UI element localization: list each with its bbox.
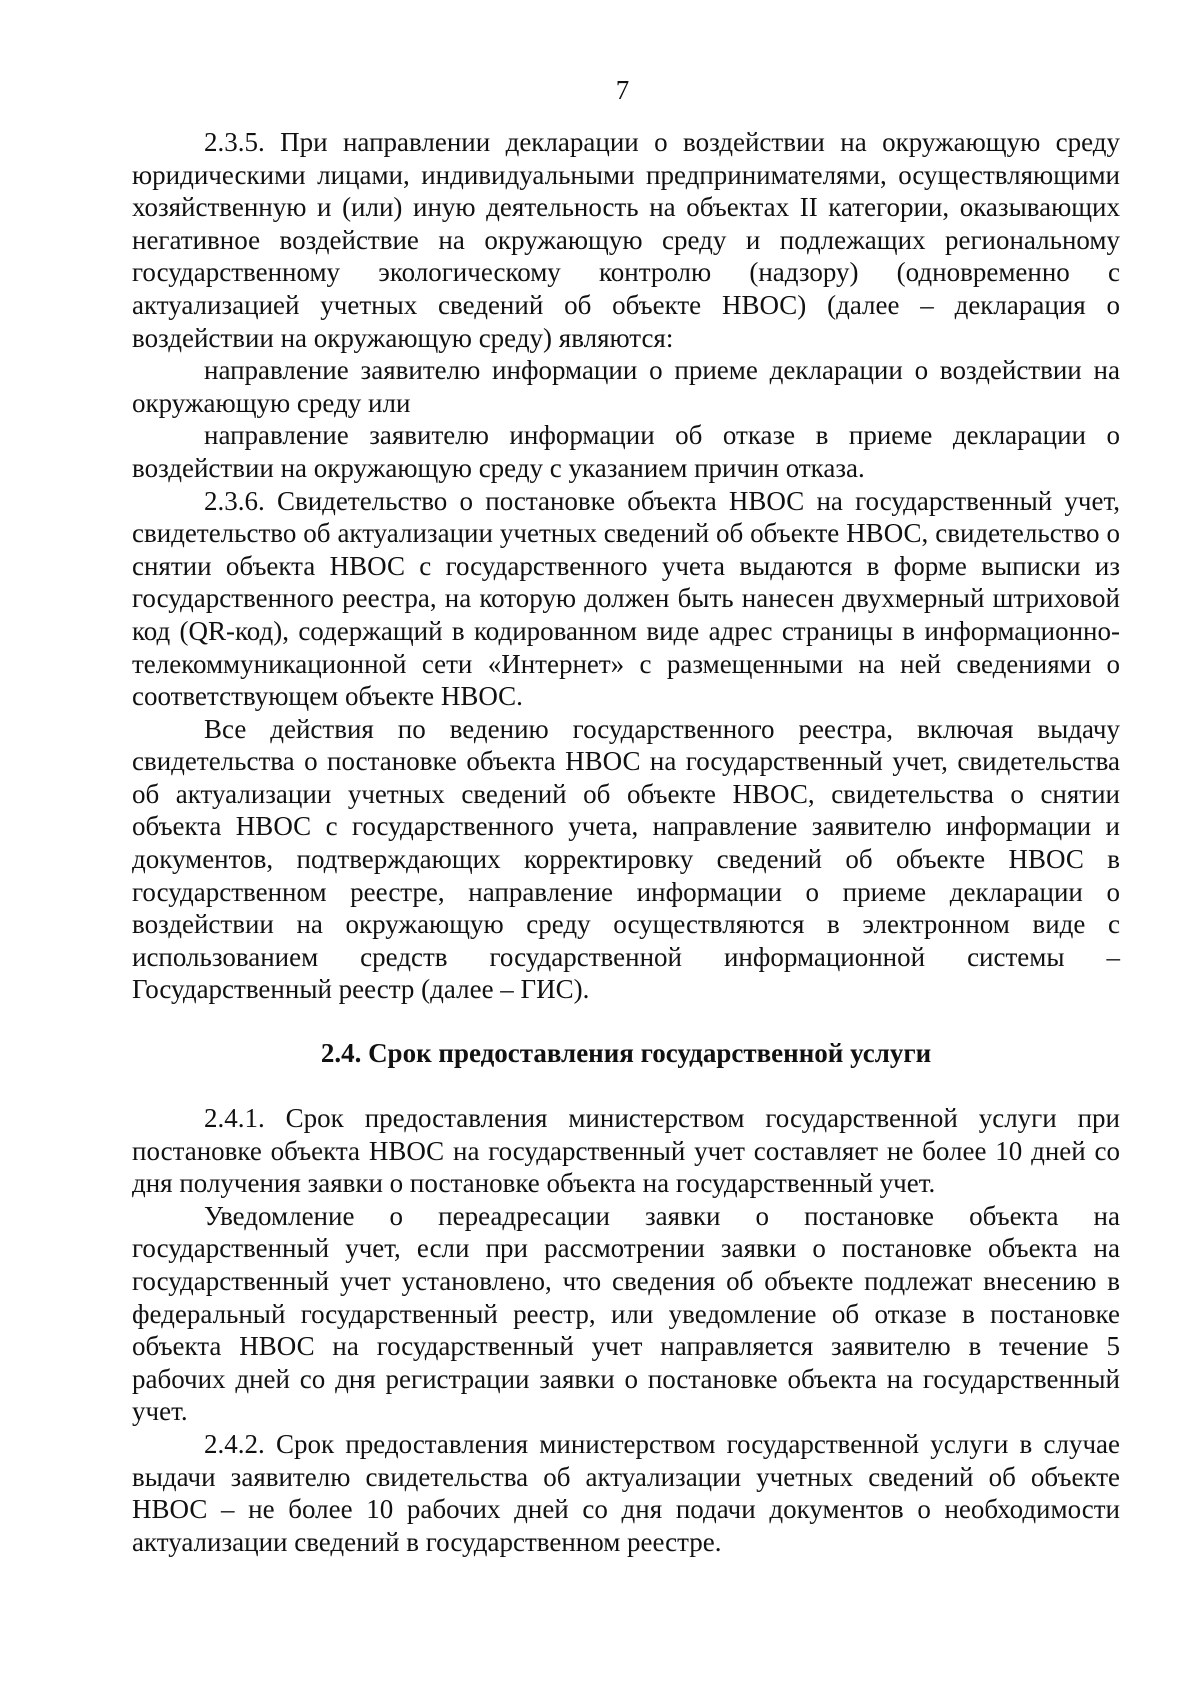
paragraph-2-4-2: 2.4.2. Срок предоставления министерством государственной услуги в случае выдачи заявителю свидетельства об актуализации учетных сведений об объекте НВОС – не более 10 рабочих дней со дня подачи документов о необходимости актуализации сведений в государственном реестре. [132,1428,1120,1557]
paragraph-redirect-notice: Уведомление о переадресации заявки о постановке объекта на государственный учет, если при рассмотрении заявки о постановке объекта на государственный учет установлено, что сведения об объекте подлежат внесению в федеральный государственный реестр, или уведомление об отказе в постановке объекта НВОС на государственный учет направляется заявителю в течение 5 рабочих дней со дня регистрации заявки о постановке объекта на государственный учет. [132,1200,1120,1427]
paragraph-registry-actions: Все действия по ведению государственного реестра, включая выдачу свидетельства о постановке объекта НВОС на государственный учет, свидетельства об актуализации учетных сведений об объекте НВОС, свидетельства о снятии объекта НВОС с государственного учета, направление заявителю информации и документов, подтверждающих корректировку сведений об объекте НВОС в государственном реестре, направление информации о приеме декларации о воздействии на окружающую среду осуществляются в электронном виде с использованием средств государственной информационной системы – Государственный реестр (далее – ГИС). [132,713,1120,1005]
paragraph-2-3-5: 2.3.5. При направлении декларации о воздействии на окружающую среду юридическими лицами, индивидуальными предпринимателями, осуществляющими хозяйственную и (или) иную деятельность на объектах II категории, оказывающих негативное воздействие на окружающую среду и подлежащих региональному государственному экологическому контролю (надзору) (одновременно с актуализацией учетных сведений об объекте НВОС) (далее – декларация о воздействии на окружающую среду) являются: [132,127,1120,353]
page-number: 7 [615,75,630,105]
section-heading-2-4: 2.4. Срок предоставления государственной услуги [320,1038,932,1069]
paragraph-2-3-6: 2.3.6. Свидетельство о постановке объекта НВОС на государственный учет, свидетельство об актуализации учетных сведений об объекте НВОС, свидетельство о снятии объекта НВОС с государственного учета выдаются в форме выписки из государственного реестра, на которую должен быть нанесен двухмерный штриховой код (QR-код), содержащий в кодированном виде адрес страницы в информационно-телекоммуникационной сети «Интернет» с размещенными на ней сведениями о соответствующем объекте НВОС. [132,485,1120,712]
paragraph-decision-accept: направление заявителю информации о приеме декларации о воздействии на окружающую среду или [132,355,1120,418]
document-body [132,126,1120,1558]
paragraph-2-4-1: 2.4.1. Срок предоставления министерством государственной услуги при постановке объекта НВОС на государственный учет составляет не более 10 дней со дня получения заявки о постановке объекта на государственный учет. [132,1103,1120,1199]
paragraph-decision-refuse: направление заявителю информации об отказе в приеме декларации о воздействии на окружающую среду с указанием причин отказа. [132,420,1120,483]
